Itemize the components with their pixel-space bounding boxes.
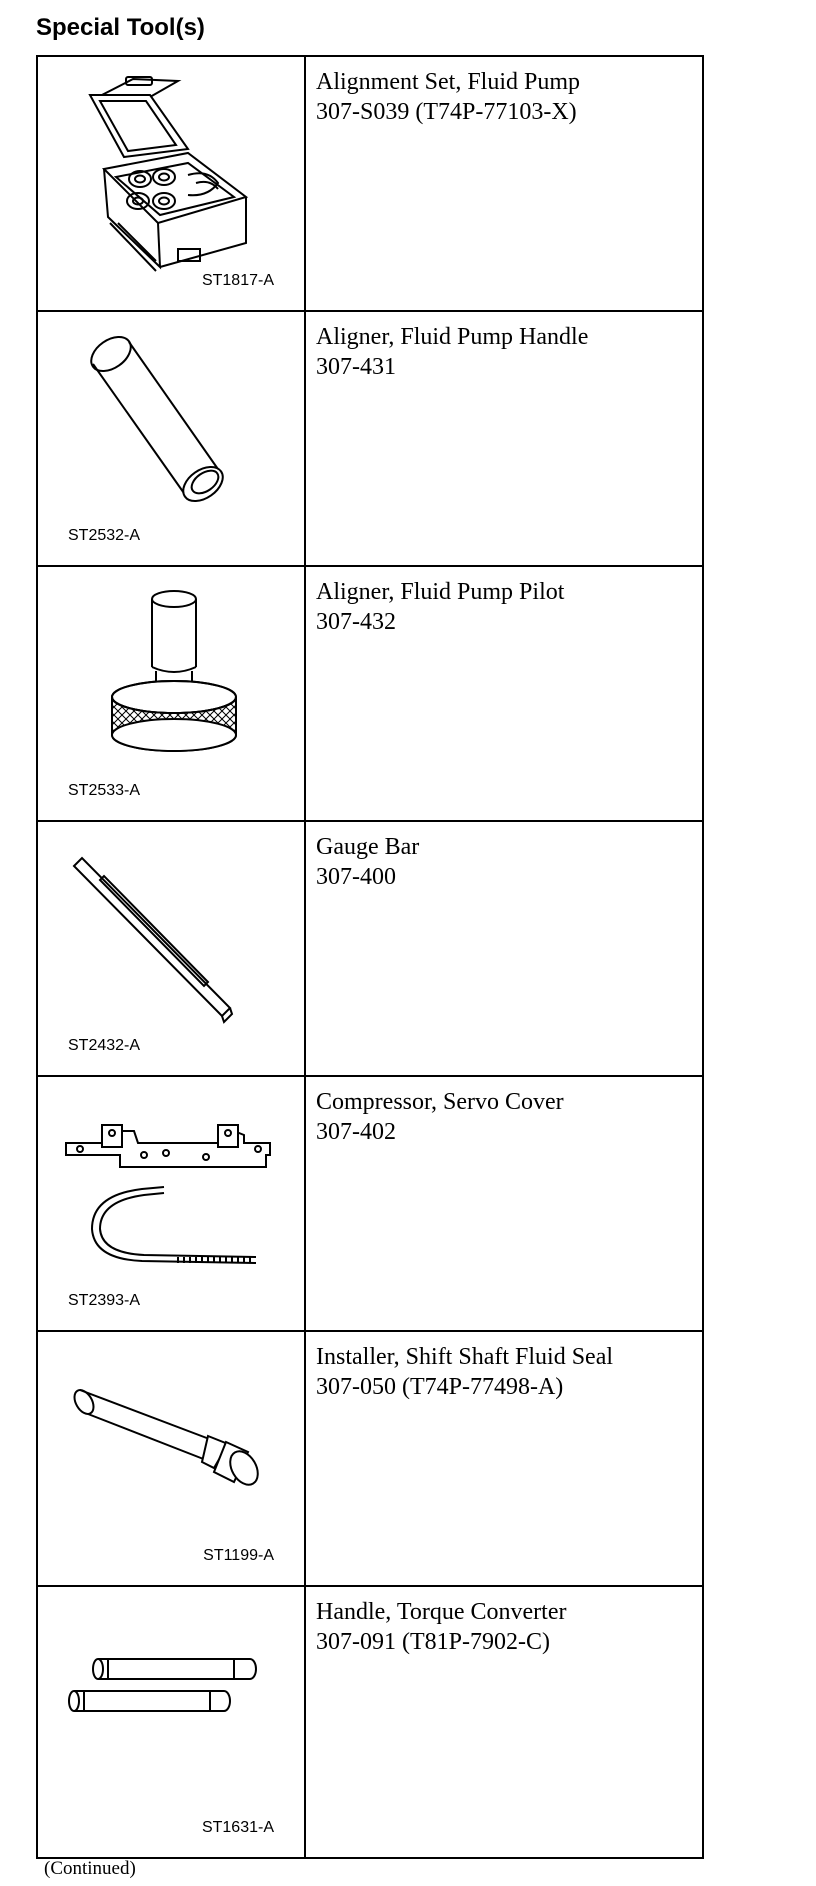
tool-name: Alignment Set, Fluid Pump xyxy=(316,69,581,95)
tool-name: Gauge Bar xyxy=(316,834,420,860)
tool-row xyxy=(37,821,703,1076)
tool-illustration-cell xyxy=(37,1076,305,1331)
page-title: Special Tool(s) xyxy=(36,14,205,41)
tool-name: Aligner, Fluid Pump Handle xyxy=(316,324,589,350)
tool-code: ST1817-A xyxy=(201,272,274,289)
handle-pair-icon xyxy=(38,1587,304,1857)
tool-code: ST2432-A xyxy=(68,1037,141,1054)
tool-illustration-cell xyxy=(37,311,305,566)
tool-number: 307-432 xyxy=(316,609,396,635)
tool-number: 307-400 xyxy=(316,864,396,890)
tool-illustration-cell xyxy=(37,56,305,311)
tool-description-cell xyxy=(305,821,703,1076)
tool-code: ST2393-A xyxy=(68,1292,141,1309)
tool-code: ST1199-A xyxy=(203,1547,274,1564)
continued-note: (Continued) xyxy=(44,1858,136,1879)
tool-row xyxy=(37,311,703,566)
tool-name: Installer, Shift Shaft Fluid Seal xyxy=(316,1344,614,1370)
tool-illustration-cell xyxy=(37,821,305,1076)
special-tools-table xyxy=(36,55,704,1859)
tool-illustration-cell xyxy=(37,1331,305,1586)
tool-description-cell xyxy=(305,1331,703,1586)
tool-name: Compressor, Servo Cover xyxy=(316,1089,564,1115)
tool-number: 307-S039 (T74P-77103-X) xyxy=(316,99,577,125)
tool-name: Aligner, Fluid Pump Pilot xyxy=(316,579,565,605)
tool-number: 307-431 xyxy=(316,354,396,380)
tool-row xyxy=(37,566,703,821)
tool-description-cell xyxy=(305,1076,703,1331)
tool-number: 307-402 xyxy=(316,1119,396,1145)
tool-illustration-cell xyxy=(37,1586,305,1858)
tool-illustration-cell xyxy=(37,566,305,821)
tool-description-cell xyxy=(305,1586,703,1858)
tool-code: ST2533-A xyxy=(68,782,141,799)
tool-row xyxy=(37,1586,703,1858)
tool-number: 307-050 (T74P-77498-A) xyxy=(316,1374,564,1400)
tool-name: Handle, Torque Converter xyxy=(316,1599,567,1625)
tool-row xyxy=(37,1331,703,1586)
tool-description-cell xyxy=(305,566,703,821)
tool-number: 307-091 (T81P-7902-C) xyxy=(316,1629,550,1655)
tool-description-cell xyxy=(305,56,703,311)
tool-description-cell xyxy=(305,311,703,566)
tool-row xyxy=(37,1076,703,1331)
tool-code: ST2532-A xyxy=(68,527,141,544)
tool-code: ST1631-A xyxy=(201,1819,274,1836)
tool-row xyxy=(37,56,703,311)
